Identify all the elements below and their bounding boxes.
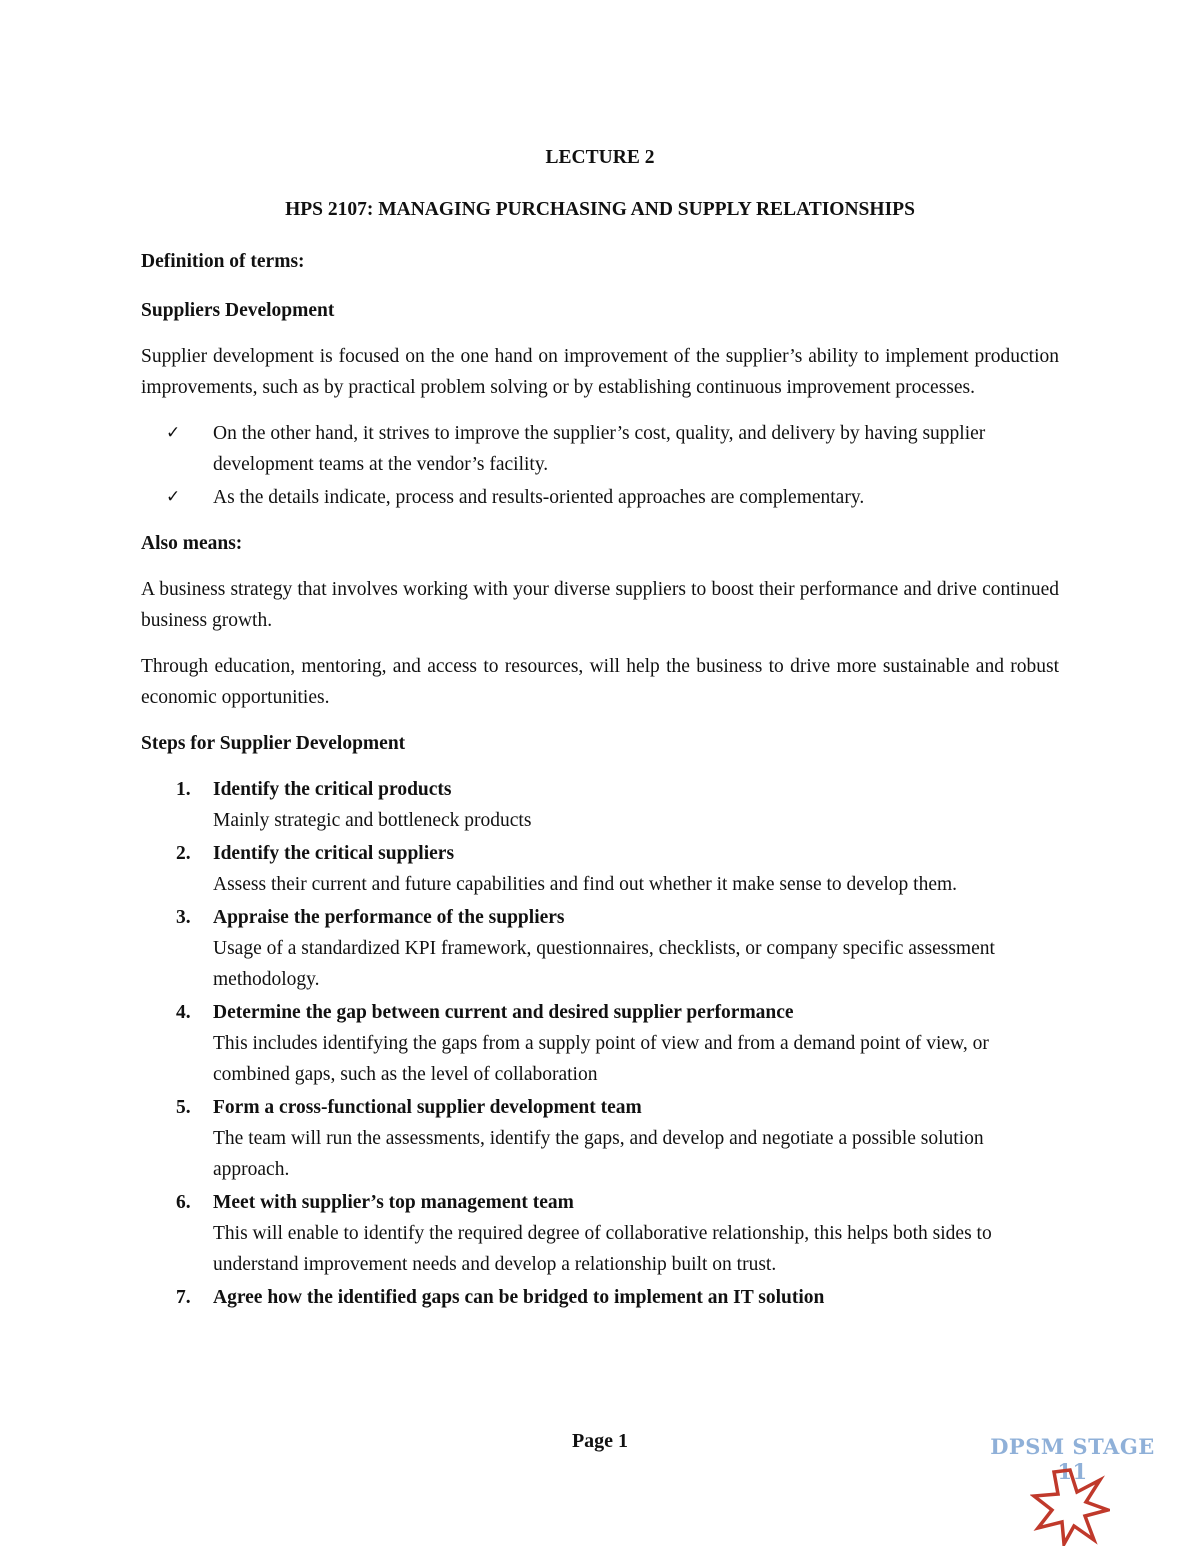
step-title: Identify the critical suppliers	[213, 843, 455, 864]
stamp-text: DPSM STAGE 11	[990, 1434, 1155, 1484]
steps-list	[141, 774, 1059, 1313]
step-item	[176, 1092, 1059, 1185]
step-title: Determine the gap between current and desired supplier performance	[213, 1002, 794, 1023]
dpsm-stamp	[985, 1430, 1160, 1545]
checklist-item-text: On the other hand, it strives to improve the supplier’s cost, quality, and delivery by having supplier development teams at the vendor’s facility.	[213, 423, 986, 475]
suppliers-development-heading: Suppliers Development	[141, 300, 335, 321]
page-content	[141, 142, 1059, 1315]
step-title: Identify the critical products	[213, 779, 452, 800]
checklist-item-text: As the details indicate, process and results-oriented approaches are complementary.	[213, 487, 865, 508]
step-number: 1.	[176, 779, 191, 800]
step-item	[176, 1282, 1059, 1313]
star-burst-icon	[1030, 1466, 1110, 1546]
step-number: 7.	[176, 1287, 191, 1308]
definition-heading: Definition of terms:	[141, 251, 305, 272]
step-number: 5.	[176, 1097, 191, 1118]
step-item	[176, 1187, 1059, 1280]
step-description: Assess their current and future capabilities and find out whether it make sense to develop them.	[213, 874, 958, 895]
suppliers-development-paragraph: Supplier development is focused on the one hand on improvement of the supplier’s ability to implement production improvements, such as by practical problem solving or by establishing continuous improvement processes.	[141, 346, 1059, 398]
checkmark-icon: ✓	[166, 487, 181, 507]
step-item	[176, 774, 1059, 836]
checklist	[141, 418, 1059, 513]
step-description: This will enable to identify the required degree of collaborative relationship, this helps both sides to understand improvement needs and develop a relationship built on trust.	[213, 1223, 992, 1275]
step-number: 2.	[176, 843, 191, 864]
step-description: This includes identifying the gaps from a supply point of view and from a demand point of view, or combined gaps, such as the level of collaboration	[213, 1033, 989, 1085]
course-title: HPS 2107: MANAGING PURCHASING AND SUPPLY RELATIONSHIPS	[285, 199, 915, 220]
step-description: Mainly strategic and bottleneck products	[213, 810, 532, 831]
step-title: Meet with supplier’s top management team	[213, 1192, 574, 1213]
also-means-heading: Also means:	[141, 533, 243, 554]
step-number: 4.	[176, 1002, 191, 1023]
also-means-paragraph-1: A business strategy that involves working with your diverse suppliers to boost their performance and drive continued business growth.	[141, 579, 1059, 631]
also-means-paragraph-2: Through education, mentoring, and access to resources, will help the business to drive more sustainable and robust economic opportunities.	[141, 656, 1059, 708]
steps-heading: Steps for Supplier Development	[141, 733, 406, 754]
step-description: Usage of a standardized KPI framework, questionnaires, checklists, or company specific assessment methodology.	[213, 938, 995, 990]
step-item	[176, 838, 1059, 900]
checklist-item	[166, 418, 1059, 480]
step-item	[176, 997, 1059, 1090]
page-number: Page 1	[571, 1430, 629, 1452]
step-item	[176, 902, 1059, 995]
lecture-title: LECTURE 2	[545, 147, 655, 168]
step-description: The team will run the assessments, identify the gaps, and develop and negotiate a possible solution approach.	[213, 1128, 984, 1180]
step-number: 6.	[176, 1192, 191, 1213]
checkmark-icon: ✓	[166, 423, 181, 443]
checklist-item	[166, 482, 1059, 513]
step-number: 3.	[176, 907, 191, 928]
step-title: Form a cross-functional supplier development team	[213, 1097, 642, 1118]
step-title: Agree how the identified gaps can be bridged to implement an IT solution	[213, 1287, 825, 1308]
step-title: Appraise the performance of the suppliers	[213, 907, 565, 928]
